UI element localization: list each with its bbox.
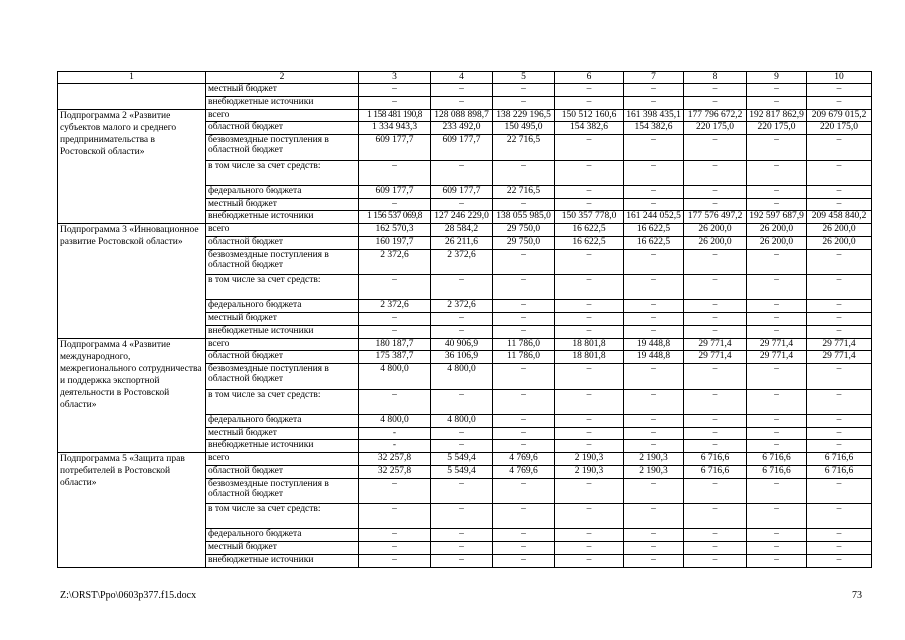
value-cell: 6 716,6 bbox=[807, 465, 872, 478]
value-cell: 6 716,6 bbox=[747, 453, 807, 466]
value-cell: – bbox=[807, 313, 872, 326]
value-cell: – bbox=[493, 427, 555, 440]
value-cell: – bbox=[807, 529, 872, 542]
value-cell: – bbox=[807, 198, 872, 211]
value-cell: – bbox=[493, 440, 555, 453]
value-cell: – bbox=[493, 300, 555, 313]
funding-source: федерального бюджета bbox=[206, 414, 359, 427]
budget-table bbox=[57, 71, 872, 568]
value-cell: – bbox=[359, 554, 431, 567]
value-cell: – bbox=[555, 160, 624, 185]
value-cell: – bbox=[747, 440, 807, 453]
funding-source: всего bbox=[206, 109, 359, 122]
value-cell: 161 398 435,1 bbox=[624, 109, 684, 122]
value-cell: – bbox=[555, 185, 624, 198]
page-number: 73 bbox=[852, 590, 862, 601]
value-cell: 192 597 687,9 bbox=[747, 211, 807, 224]
value-cell: – bbox=[624, 96, 684, 109]
value-cell: – bbox=[493, 313, 555, 326]
value-cell: – bbox=[359, 529, 431, 542]
value-cell: 154 382,6 bbox=[555, 122, 624, 135]
value-cell: – bbox=[431, 529, 493, 542]
value-cell: – bbox=[684, 364, 747, 389]
value-cell: – bbox=[747, 96, 807, 109]
value-cell: – bbox=[807, 542, 872, 555]
value-cell: 180 187,7 bbox=[359, 338, 431, 351]
value-cell: – bbox=[684, 440, 747, 453]
value-cell: 2 190,3 bbox=[624, 453, 684, 466]
value-cell: 4 800,0 bbox=[431, 364, 493, 389]
value-cell: – bbox=[493, 198, 555, 211]
value-cell: – bbox=[624, 414, 684, 427]
value-cell: 22 716,5 bbox=[493, 135, 555, 160]
value-cell: – bbox=[684, 96, 747, 109]
value-cell: 18 801,8 bbox=[555, 351, 624, 364]
funding-source: в том числе за счет средств: bbox=[206, 160, 359, 185]
value-cell: – bbox=[747, 389, 807, 414]
value-cell: – bbox=[359, 160, 431, 185]
value-cell: – bbox=[807, 249, 872, 274]
value-cell: – bbox=[807, 364, 872, 389]
value-cell: – bbox=[624, 554, 684, 567]
table-row bbox=[58, 84, 872, 97]
funding-source: местный бюджет bbox=[206, 198, 359, 211]
value-cell: – bbox=[493, 275, 555, 300]
value-cell: – bbox=[747, 554, 807, 567]
value-cell: – bbox=[493, 504, 555, 529]
value-cell: – bbox=[624, 389, 684, 414]
value-cell: – bbox=[359, 325, 431, 338]
value-cell: – bbox=[359, 389, 431, 414]
value-cell: 29 771,4 bbox=[747, 338, 807, 351]
value-cell: 29 771,4 bbox=[747, 351, 807, 364]
value-cell: – bbox=[493, 554, 555, 567]
value-cell: – bbox=[684, 427, 747, 440]
value-cell: – bbox=[493, 160, 555, 185]
value-cell: – bbox=[684, 389, 747, 414]
funding-source: федерального бюджета bbox=[206, 185, 359, 198]
value-cell: – bbox=[359, 96, 431, 109]
value-cell: – bbox=[493, 414, 555, 427]
funding-source: в том числе за счет средств: bbox=[206, 275, 359, 300]
funding-source: областной бюджет bbox=[206, 122, 359, 135]
funding-source: местный бюджет bbox=[206, 427, 359, 440]
value-cell: – bbox=[684, 84, 747, 97]
value-cell: 138 055 985,0 bbox=[493, 211, 555, 224]
funding-source: областной бюджет bbox=[206, 465, 359, 478]
funding-source: федерального бюджета bbox=[206, 300, 359, 313]
value-cell: – bbox=[684, 542, 747, 555]
value-cell: 609 177,7 bbox=[359, 135, 431, 160]
value-cell: – bbox=[555, 313, 624, 326]
program-name bbox=[58, 84, 206, 109]
value-cell: – bbox=[807, 96, 872, 109]
value-cell: 2 372,6 bbox=[431, 249, 493, 274]
value-cell: 5 549,4 bbox=[431, 453, 493, 466]
value-cell: – bbox=[359, 504, 431, 529]
value-cell: – bbox=[624, 313, 684, 326]
value-cell: 4 800,0 bbox=[359, 364, 431, 389]
value-cell: 6 716,6 bbox=[684, 453, 747, 466]
table-row bbox=[58, 109, 872, 122]
value-cell: – bbox=[359, 198, 431, 211]
value-cell: – bbox=[555, 427, 624, 440]
value-cell: 4 769,6 bbox=[493, 465, 555, 478]
value-cell: – bbox=[684, 325, 747, 338]
value-cell: – bbox=[555, 389, 624, 414]
value-cell: 127 246 229,0 bbox=[431, 211, 493, 224]
value-cell: – bbox=[684, 300, 747, 313]
funding-source: безвозмездные поступления в областной бюджет bbox=[206, 135, 359, 160]
value-cell: 150 512 160,6 bbox=[555, 109, 624, 122]
value-cell: 19 448,8 bbox=[624, 338, 684, 351]
value-cell: – bbox=[684, 275, 747, 300]
value-cell: 209 458 840,2 bbox=[807, 211, 872, 224]
value-cell: – bbox=[493, 529, 555, 542]
value-cell: – bbox=[624, 427, 684, 440]
value-cell: – bbox=[624, 249, 684, 274]
value-cell: – bbox=[493, 364, 555, 389]
value-cell: 16 622,5 bbox=[555, 224, 624, 237]
column-header: 8 bbox=[684, 72, 747, 84]
value-cell: – bbox=[684, 160, 747, 185]
value-cell: – bbox=[747, 529, 807, 542]
value-cell: – bbox=[624, 504, 684, 529]
value-cell: – bbox=[807, 440, 872, 453]
value-cell: – bbox=[684, 135, 747, 160]
value-cell: 16 622,5 bbox=[624, 236, 684, 249]
value-cell: 2 190,3 bbox=[555, 465, 624, 478]
value-cell: 11 786,0 bbox=[493, 351, 555, 364]
value-cell: 609 177,7 bbox=[431, 135, 493, 160]
value-cell: – bbox=[555, 135, 624, 160]
funding-source: местный бюджет bbox=[206, 313, 359, 326]
funding-source: в том числе за счет средств: bbox=[206, 504, 359, 529]
table-row bbox=[58, 453, 872, 466]
value-cell: 4 800,0 bbox=[359, 414, 431, 427]
value-cell: 177 576 497,2 bbox=[684, 211, 747, 224]
value-cell: – bbox=[359, 84, 431, 97]
value-cell: – bbox=[807, 275, 872, 300]
program-name: Подпрограмма 3 «Инновационное развитие Ростовской области» bbox=[58, 224, 206, 339]
value-cell: – bbox=[359, 478, 431, 503]
value-cell: – bbox=[624, 160, 684, 185]
column-header: 1 bbox=[58, 72, 206, 84]
value-cell: 6 716,6 bbox=[807, 453, 872, 466]
value-cell: 36 106,9 bbox=[431, 351, 493, 364]
value-cell: – bbox=[807, 554, 872, 567]
value-cell: 2 372,6 bbox=[431, 300, 493, 313]
value-cell: 1 158 481 190,8 bbox=[359, 109, 431, 122]
value-cell: 6 716,6 bbox=[684, 465, 747, 478]
funding-source: областной бюджет bbox=[206, 351, 359, 364]
value-cell: 29 771,4 bbox=[807, 351, 872, 364]
value-cell: 138 229 196,5 bbox=[493, 109, 555, 122]
value-cell: – bbox=[431, 478, 493, 503]
value-cell: – bbox=[807, 325, 872, 338]
value-cell: – bbox=[431, 275, 493, 300]
value-cell: – bbox=[807, 300, 872, 313]
value-cell: 220 175,0 bbox=[807, 122, 872, 135]
value-cell: 2 190,3 bbox=[555, 453, 624, 466]
value-cell: – bbox=[493, 96, 555, 109]
value-cell: – bbox=[431, 84, 493, 97]
value-cell: – bbox=[493, 542, 555, 555]
value-cell: 26 200,0 bbox=[747, 236, 807, 249]
value-cell: – bbox=[684, 478, 747, 503]
column-header: 7 bbox=[624, 72, 684, 84]
value-cell: – bbox=[359, 275, 431, 300]
value-cell: – bbox=[431, 313, 493, 326]
value-cell: – bbox=[555, 529, 624, 542]
value-cell: 220 175,0 bbox=[684, 122, 747, 135]
funding-source: внебюджетные источники bbox=[206, 96, 359, 109]
funding-source: безвозмездные поступления в областной бюджет bbox=[206, 478, 359, 503]
value-cell: - bbox=[359, 440, 431, 453]
footer-file-path: Z:\ORST\Ppo\0603p377.f15.docx bbox=[60, 590, 197, 601]
value-cell: 6 716,6 bbox=[747, 465, 807, 478]
program-name: Подпрограмма 5 «Защита прав потребителей в Ростовской области» bbox=[58, 453, 206, 568]
value-cell: – bbox=[747, 414, 807, 427]
value-cell: 26 200,0 bbox=[684, 236, 747, 249]
value-cell: – bbox=[555, 275, 624, 300]
value-cell: – bbox=[747, 275, 807, 300]
value-cell: 1 334 943,3 bbox=[359, 122, 431, 135]
value-cell: – bbox=[684, 504, 747, 529]
value-cell: 150 357 778,0 bbox=[555, 211, 624, 224]
value-cell: – bbox=[555, 504, 624, 529]
value-cell: – bbox=[747, 135, 807, 160]
table-header-row bbox=[58, 72, 872, 84]
value-cell: 26 200,0 bbox=[807, 236, 872, 249]
value-cell: – bbox=[555, 84, 624, 97]
value-cell: – bbox=[747, 478, 807, 503]
value-cell: – bbox=[431, 325, 493, 338]
value-cell: 26 200,0 bbox=[684, 224, 747, 237]
value-cell: 2 372,6 bbox=[359, 249, 431, 274]
funding-source: всего bbox=[206, 338, 359, 351]
funding-source: всего bbox=[206, 453, 359, 466]
value-cell: – bbox=[493, 249, 555, 274]
value-cell: – bbox=[624, 185, 684, 198]
value-cell: 5 549,4 bbox=[431, 465, 493, 478]
value-cell: – bbox=[555, 198, 624, 211]
value-cell: 175 387,7 bbox=[359, 351, 431, 364]
value-cell: – bbox=[624, 440, 684, 453]
value-cell: - bbox=[359, 427, 431, 440]
table-row bbox=[58, 338, 872, 351]
value-cell: 1 156 537 069,8 bbox=[359, 211, 431, 224]
value-cell: 29 750,0 bbox=[493, 224, 555, 237]
value-cell: – bbox=[684, 198, 747, 211]
value-cell: 2 190,3 bbox=[624, 465, 684, 478]
value-cell: 128 088 898,7 bbox=[431, 109, 493, 122]
value-cell: – bbox=[684, 313, 747, 326]
funding-source: федерального бюджета bbox=[206, 529, 359, 542]
value-cell: – bbox=[359, 542, 431, 555]
value-cell: – bbox=[807, 160, 872, 185]
value-cell: – bbox=[555, 440, 624, 453]
value-cell: 609 177,7 bbox=[359, 185, 431, 198]
column-header: 3 bbox=[359, 72, 431, 84]
value-cell: – bbox=[431, 554, 493, 567]
value-cell: 154 382,6 bbox=[624, 122, 684, 135]
value-cell: 16 622,5 bbox=[555, 236, 624, 249]
value-cell: – bbox=[624, 478, 684, 503]
value-cell: – bbox=[747, 427, 807, 440]
value-cell: 233 492,0 bbox=[431, 122, 493, 135]
table-row bbox=[58, 224, 872, 237]
value-cell: – bbox=[555, 414, 624, 427]
program-name: Подпрограмма 4 «Развитие международного, межрегионального сотрудничества и поддержка экспортной деятельности в Ростовской области» bbox=[58, 338, 206, 453]
value-cell: – bbox=[555, 249, 624, 274]
value-cell: 32 257,8 bbox=[359, 453, 431, 466]
funding-source: внебюджетные источники bbox=[206, 440, 359, 453]
value-cell: 26 200,0 bbox=[807, 224, 872, 237]
value-cell: 16 622,5 bbox=[624, 224, 684, 237]
value-cell: 19 448,8 bbox=[624, 351, 684, 364]
value-cell: – bbox=[431, 96, 493, 109]
value-cell: – bbox=[431, 160, 493, 185]
value-cell: 162 570,3 bbox=[359, 224, 431, 237]
column-header: 9 bbox=[747, 72, 807, 84]
value-cell: 220 175,0 bbox=[747, 122, 807, 135]
column-header: 4 bbox=[431, 72, 493, 84]
value-cell: – bbox=[807, 478, 872, 503]
value-cell: 29 771,4 bbox=[807, 338, 872, 351]
value-cell: – bbox=[747, 364, 807, 389]
value-cell: 29 771,4 bbox=[684, 338, 747, 351]
value-cell: – bbox=[684, 185, 747, 198]
value-cell: – bbox=[555, 542, 624, 555]
value-cell: – bbox=[493, 478, 555, 503]
value-cell: – bbox=[555, 554, 624, 567]
value-cell: – bbox=[747, 325, 807, 338]
value-cell: – bbox=[624, 300, 684, 313]
value-cell: 160 197,7 bbox=[359, 236, 431, 249]
value-cell: – bbox=[431, 389, 493, 414]
value-cell: 40 906,9 bbox=[431, 338, 493, 351]
value-cell: – bbox=[807, 84, 872, 97]
value-cell: – bbox=[493, 84, 555, 97]
value-cell: 161 244 052,5 bbox=[624, 211, 684, 224]
funding-source: внебюджетные источники bbox=[206, 211, 359, 224]
value-cell: 609 177,7 bbox=[431, 185, 493, 198]
value-cell: – bbox=[807, 427, 872, 440]
value-cell: – bbox=[624, 542, 684, 555]
value-cell: – bbox=[747, 542, 807, 555]
value-cell: – bbox=[555, 364, 624, 389]
column-header: 5 bbox=[493, 72, 555, 84]
value-cell: 26 200,0 bbox=[747, 224, 807, 237]
value-cell: – bbox=[359, 313, 431, 326]
value-cell: 192 817 862,9 bbox=[747, 109, 807, 122]
value-cell: 4 800,0 bbox=[431, 414, 493, 427]
value-cell: – bbox=[747, 84, 807, 97]
value-cell: 209 679 015,2 bbox=[807, 109, 872, 122]
value-cell: – bbox=[431, 427, 493, 440]
value-cell: – bbox=[747, 249, 807, 274]
funding-source: внебюджетные источники bbox=[206, 325, 359, 338]
program-name: Подпрограмма 2 «Развитие субъектов малого и среднего предпринимательства в Ростовской области» bbox=[58, 109, 206, 224]
value-cell: – bbox=[431, 198, 493, 211]
value-cell: 18 801,8 bbox=[555, 338, 624, 351]
funding-source: в том числе за счет средств: bbox=[206, 389, 359, 414]
value-cell: – bbox=[807, 135, 872, 160]
value-cell: – bbox=[684, 249, 747, 274]
value-cell: 29 750,0 bbox=[493, 236, 555, 249]
funding-source: местный бюджет bbox=[206, 84, 359, 97]
value-cell: – bbox=[624, 325, 684, 338]
value-cell: – bbox=[624, 364, 684, 389]
value-cell: – bbox=[807, 389, 872, 414]
value-cell: – bbox=[807, 185, 872, 198]
value-cell: – bbox=[684, 414, 747, 427]
value-cell: 2 372,6 bbox=[359, 300, 431, 313]
value-cell: – bbox=[555, 300, 624, 313]
value-cell: – bbox=[747, 198, 807, 211]
value-cell: – bbox=[807, 414, 872, 427]
value-cell: 150 495,0 bbox=[493, 122, 555, 135]
value-cell: 22 716,5 bbox=[493, 185, 555, 198]
value-cell: – bbox=[807, 504, 872, 529]
value-cell: 11 786,0 bbox=[493, 338, 555, 351]
value-cell: – bbox=[431, 440, 493, 453]
value-cell: 26 211,6 bbox=[431, 236, 493, 249]
value-cell: – bbox=[747, 504, 807, 529]
value-cell: – bbox=[431, 542, 493, 555]
value-cell: – bbox=[747, 160, 807, 185]
value-cell: – bbox=[431, 504, 493, 529]
funding-source: местный бюджет bbox=[206, 542, 359, 555]
funding-source: безвозмездные поступления в областной бюджет bbox=[206, 364, 359, 389]
value-cell: – bbox=[493, 389, 555, 414]
value-cell: – bbox=[555, 478, 624, 503]
value-cell: – bbox=[684, 529, 747, 542]
value-cell: – bbox=[624, 275, 684, 300]
value-cell: – bbox=[747, 300, 807, 313]
value-cell: – bbox=[555, 325, 624, 338]
table-body bbox=[58, 72, 872, 568]
value-cell: – bbox=[747, 313, 807, 326]
column-header: 6 bbox=[555, 72, 624, 84]
value-cell: – bbox=[555, 96, 624, 109]
value-cell: – bbox=[747, 185, 807, 198]
value-cell: – bbox=[624, 135, 684, 160]
funding-source: всего bbox=[206, 224, 359, 237]
value-cell: – bbox=[493, 325, 555, 338]
value-cell: – bbox=[624, 84, 684, 97]
column-header: 10 bbox=[807, 72, 872, 84]
funding-source: безвозмездные поступления в областной бюджет bbox=[206, 249, 359, 274]
value-cell: – bbox=[624, 198, 684, 211]
value-cell: 4 769,6 bbox=[493, 453, 555, 466]
funding-source: внебюджетные источники bbox=[206, 554, 359, 567]
value-cell: 28 584,2 bbox=[431, 224, 493, 237]
value-cell: 177 796 672,2 bbox=[684, 109, 747, 122]
value-cell: – bbox=[684, 554, 747, 567]
value-cell: 32 257,8 bbox=[359, 465, 431, 478]
value-cell: – bbox=[624, 529, 684, 542]
column-header: 2 bbox=[206, 72, 359, 84]
value-cell: 29 771,4 bbox=[684, 351, 747, 364]
funding-source: областной бюджет bbox=[206, 236, 359, 249]
